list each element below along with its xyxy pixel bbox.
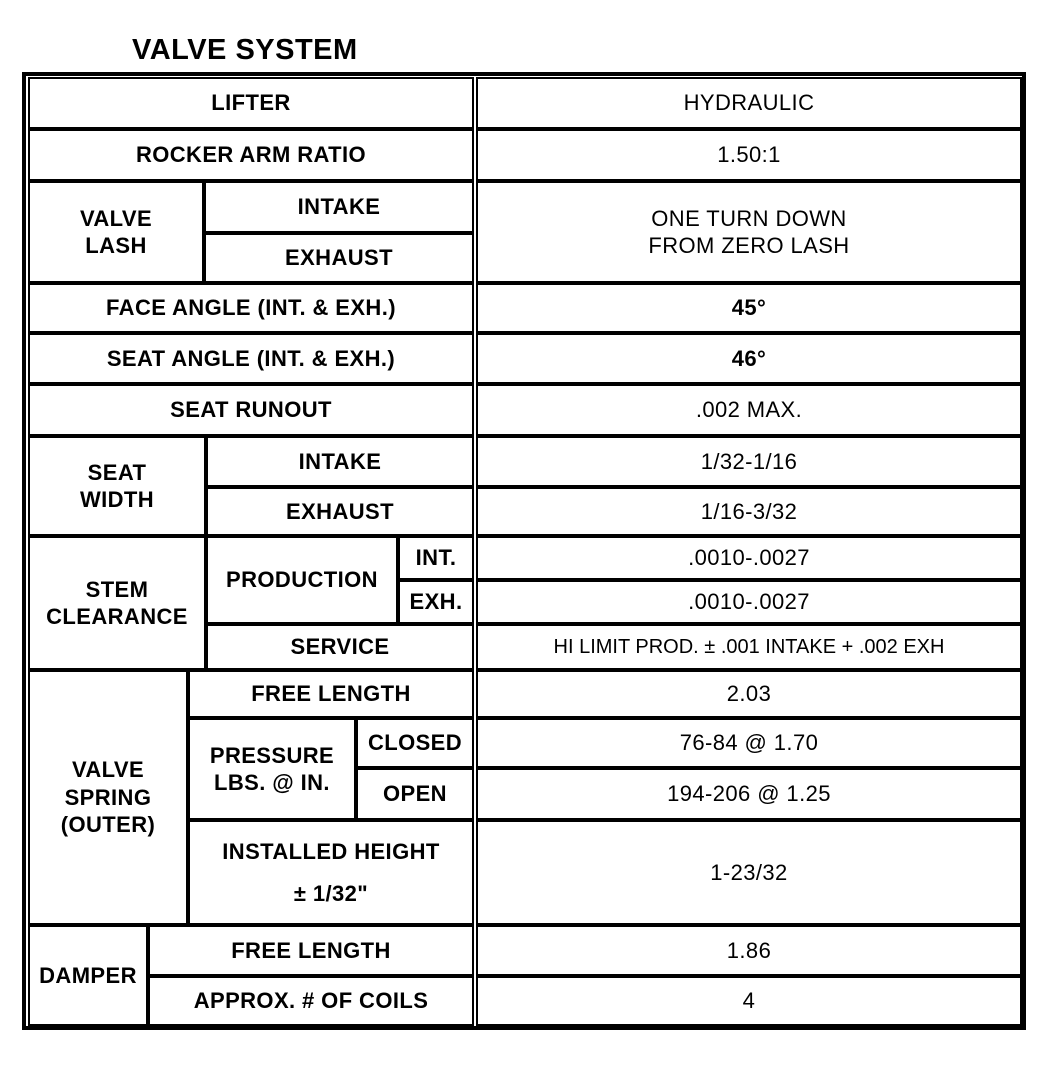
stem-clearance-exh-label: EXH. <box>398 580 474 624</box>
seat-width-label <box>28 436 206 536</box>
seat-width-exhaust-value: 1/16-3/32 <box>476 487 1022 536</box>
stem-clearance-exh-value: .0010-.0027 <box>476 580 1022 624</box>
lifter-value: HYDRAULIC <box>476 77 1022 129</box>
stem-clearance-service-label: SERVICE <box>206 624 474 670</box>
valve-spring-open-label: OPEN <box>356 768 474 820</box>
valve-spring-pressure-label <box>188 718 356 820</box>
valve-lash-exhaust-label: EXHAUST <box>204 233 474 283</box>
valve-lash-label-line1: VALVE <box>79 205 153 231</box>
valve-spring-label-line1: VALVE <box>71 757 145 783</box>
seat-width-label-line1: SEAT <box>87 459 147 485</box>
valve-lash-value-line2: FROM ZERO LASH <box>648 233 850 258</box>
stem-clearance-int-value: .0010-.0027 <box>476 536 1022 580</box>
valve-spring-pressure-label-line1: PRESSURE <box>209 742 335 768</box>
page-title: VALVE SYSTEM <box>132 34 358 66</box>
damper-coils-value: 4 <box>476 976 1022 1026</box>
face-angle-value: 45° <box>476 283 1022 333</box>
rocker-arm-ratio-label: ROCKER ARM RATIO <box>28 129 474 181</box>
damper-free-length-value: 1.86 <box>476 925 1022 976</box>
valve-spring-open-value: 194-206 @ 1.25 <box>476 768 1022 820</box>
valve-spring-closed-value: 76-84 @ 1.70 <box>476 718 1022 768</box>
seat-runout-label: SEAT RUNOUT <box>28 384 474 436</box>
stem-clearance-label-line2: CLEARANCE <box>46 604 188 629</box>
damper-coils-label: APPROX. # OF COILS <box>148 976 474 1026</box>
stem-clearance-production-label: PRODUCTION <box>206 536 398 624</box>
seat-angle-value: 46° <box>476 333 1022 384</box>
seat-width-exhaust-label: EXHAUST <box>206 487 474 536</box>
valve-lash-intake-label: INTAKE <box>204 181 474 233</box>
stem-clearance-service-value: HI LIMIT PROD. ± .001 INTAKE + .002 EXH <box>476 624 1022 670</box>
valve-spring-free-length-value: 2.03 <box>476 670 1022 718</box>
damper-free-length-label: FREE LENGTH <box>148 925 474 976</box>
valve-spring-installed-height-label <box>188 820 474 925</box>
valve-lash-value <box>476 181 1022 283</box>
valve-spring-closed-label: CLOSED <box>356 718 474 768</box>
seat-width-intake-value: 1/32-1/16 <box>476 436 1022 487</box>
face-angle-label: FACE ANGLE (INT. & EXH.) <box>28 283 474 333</box>
valve-lash-label-line2: LASH <box>85 233 147 258</box>
lifter-label: LIFTER <box>28 77 474 129</box>
valve-spring-label <box>28 670 188 925</box>
seat-width-intake-label: INTAKE <box>206 436 474 487</box>
valve-lash-label <box>28 181 204 283</box>
seat-angle-label: SEAT ANGLE (INT. & EXH.) <box>28 333 474 384</box>
rocker-arm-ratio-value: 1.50:1 <box>476 129 1022 181</box>
valve-spring-installed-height-value: 1-23/32 <box>476 820 1022 925</box>
valve-spring-free-length-label: FREE LENGTH <box>188 670 474 718</box>
damper-label: DAMPER <box>28 925 148 1026</box>
stem-clearance-int-label: INT. <box>398 536 474 580</box>
valve-spring-installed-height-line1: INSTALLED HEIGHT <box>222 839 440 864</box>
valve-spring-label-line2: SPRING <box>64 784 152 810</box>
valve-lash-value-line1: ONE TURN DOWN <box>651 205 847 231</box>
valve-spring-pressure-label-line2: LBS. @ IN. <box>214 770 330 795</box>
seat-width-label-line2: WIDTH <box>79 487 155 512</box>
valve-spring-label-line3: (OUTER) <box>60 812 156 838</box>
stem-clearance-label <box>28 536 206 670</box>
stem-clearance-label-line1: STEM <box>85 576 149 602</box>
seat-runout-value: .002 MAX. <box>476 384 1022 436</box>
valve-spring-installed-height-line2: ± 1/32" <box>293 880 369 906</box>
